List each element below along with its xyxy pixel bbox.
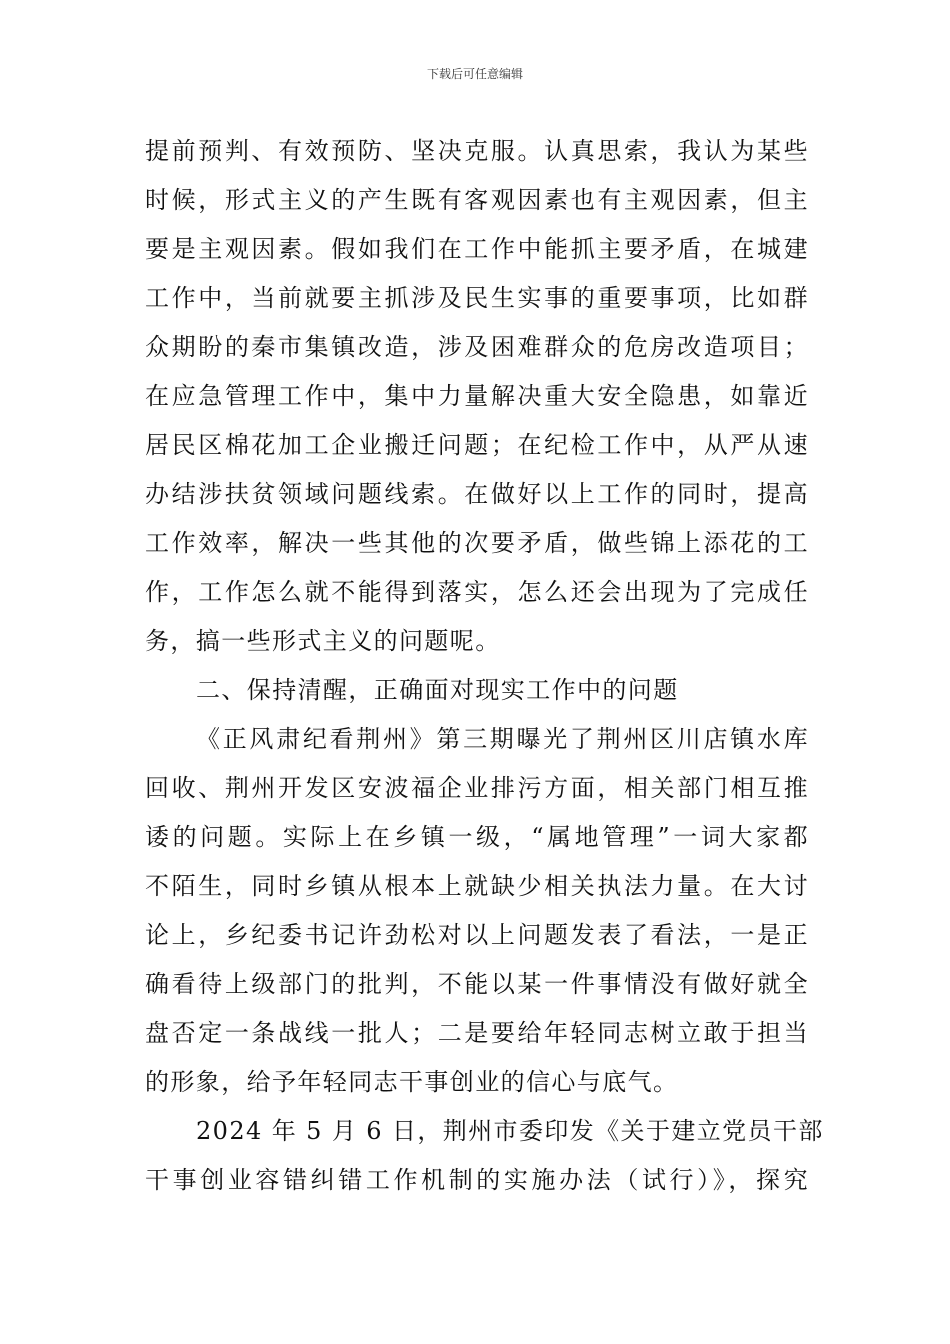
- text-line: 论上，乡纪委书记许劲松对以上问题发表了看法，一是正: [145, 921, 809, 949]
- text-line: 居民区棉花加工企业搬迁问题；在纪检工作中，从严从速: [145, 431, 809, 459]
- text-line: 《正风肃纪看荆州》第三期曝光了荆州区川店镇水库: [196, 725, 809, 753]
- text-line: 诿的问题。实际上在乡镇一级，“属地管理”一词大家都: [145, 823, 809, 851]
- text-line: 工作效率，解决一些其他的次要矛盾，做些锦上添花的工: [145, 529, 809, 557]
- text-line: 办结涉扶贫领域问题线索。在做好以上工作的同时，提高: [145, 480, 809, 508]
- text-line: 回收、荆州开发区安波福企业排污方面，相关部门相互推: [145, 774, 809, 802]
- text-line: 要是主观因素。假如我们在工作中能抓主要矛盾，在城建: [145, 235, 809, 263]
- text-line: 作，工作怎么就不能得到落实，怎么还会出现为了完成任: [145, 578, 809, 606]
- text-line: 盘否定一条战线一批人；二是要给年轻同志树立敢于担当: [145, 1019, 809, 1047]
- section-heading: 二、保持清醒，正确面对现实工作中的问题: [196, 676, 679, 704]
- text-line: 2024 年 5 月 6 日，荆州市委印发《关于建立党员干部: [196, 1117, 824, 1145]
- text-line: 的形象，给予年轻同志干事创业的信心与底气。: [145, 1068, 679, 1096]
- text-line: 在应急管理工作中，集中力量解决重大安全隐患，如靠近: [145, 382, 809, 410]
- text-line: 工作中，当前就要主抓涉及民生实事的重要事项，比如群: [145, 284, 809, 312]
- document-body: [145, 127, 824, 1205]
- text-line: 确看待上级部门的批判，不能以某一件事情没有做好就全: [145, 970, 809, 998]
- text-line: 务，搞一些形式主义的问题呢。: [145, 627, 501, 655]
- text-line: 干事创业容错纠错工作机制的实施办法（试行）》，探究: [145, 1166, 809, 1194]
- text-line: 提前预判、有效预防、坚决克服。认真思索，我认为某些: [145, 137, 809, 165]
- text-line: 时候，形式主义的产生既有客观因素也有主观因素，但主: [145, 186, 809, 214]
- text-line: 不陌生，同时乡镇从根本上就缺少相关执法力量。在大讨: [145, 872, 809, 900]
- text-line: 众期盼的秦市集镇改造，涉及困难群众的危房改造项目；: [145, 333, 809, 361]
- page-header: 下载后可任意编辑: [426, 67, 523, 81]
